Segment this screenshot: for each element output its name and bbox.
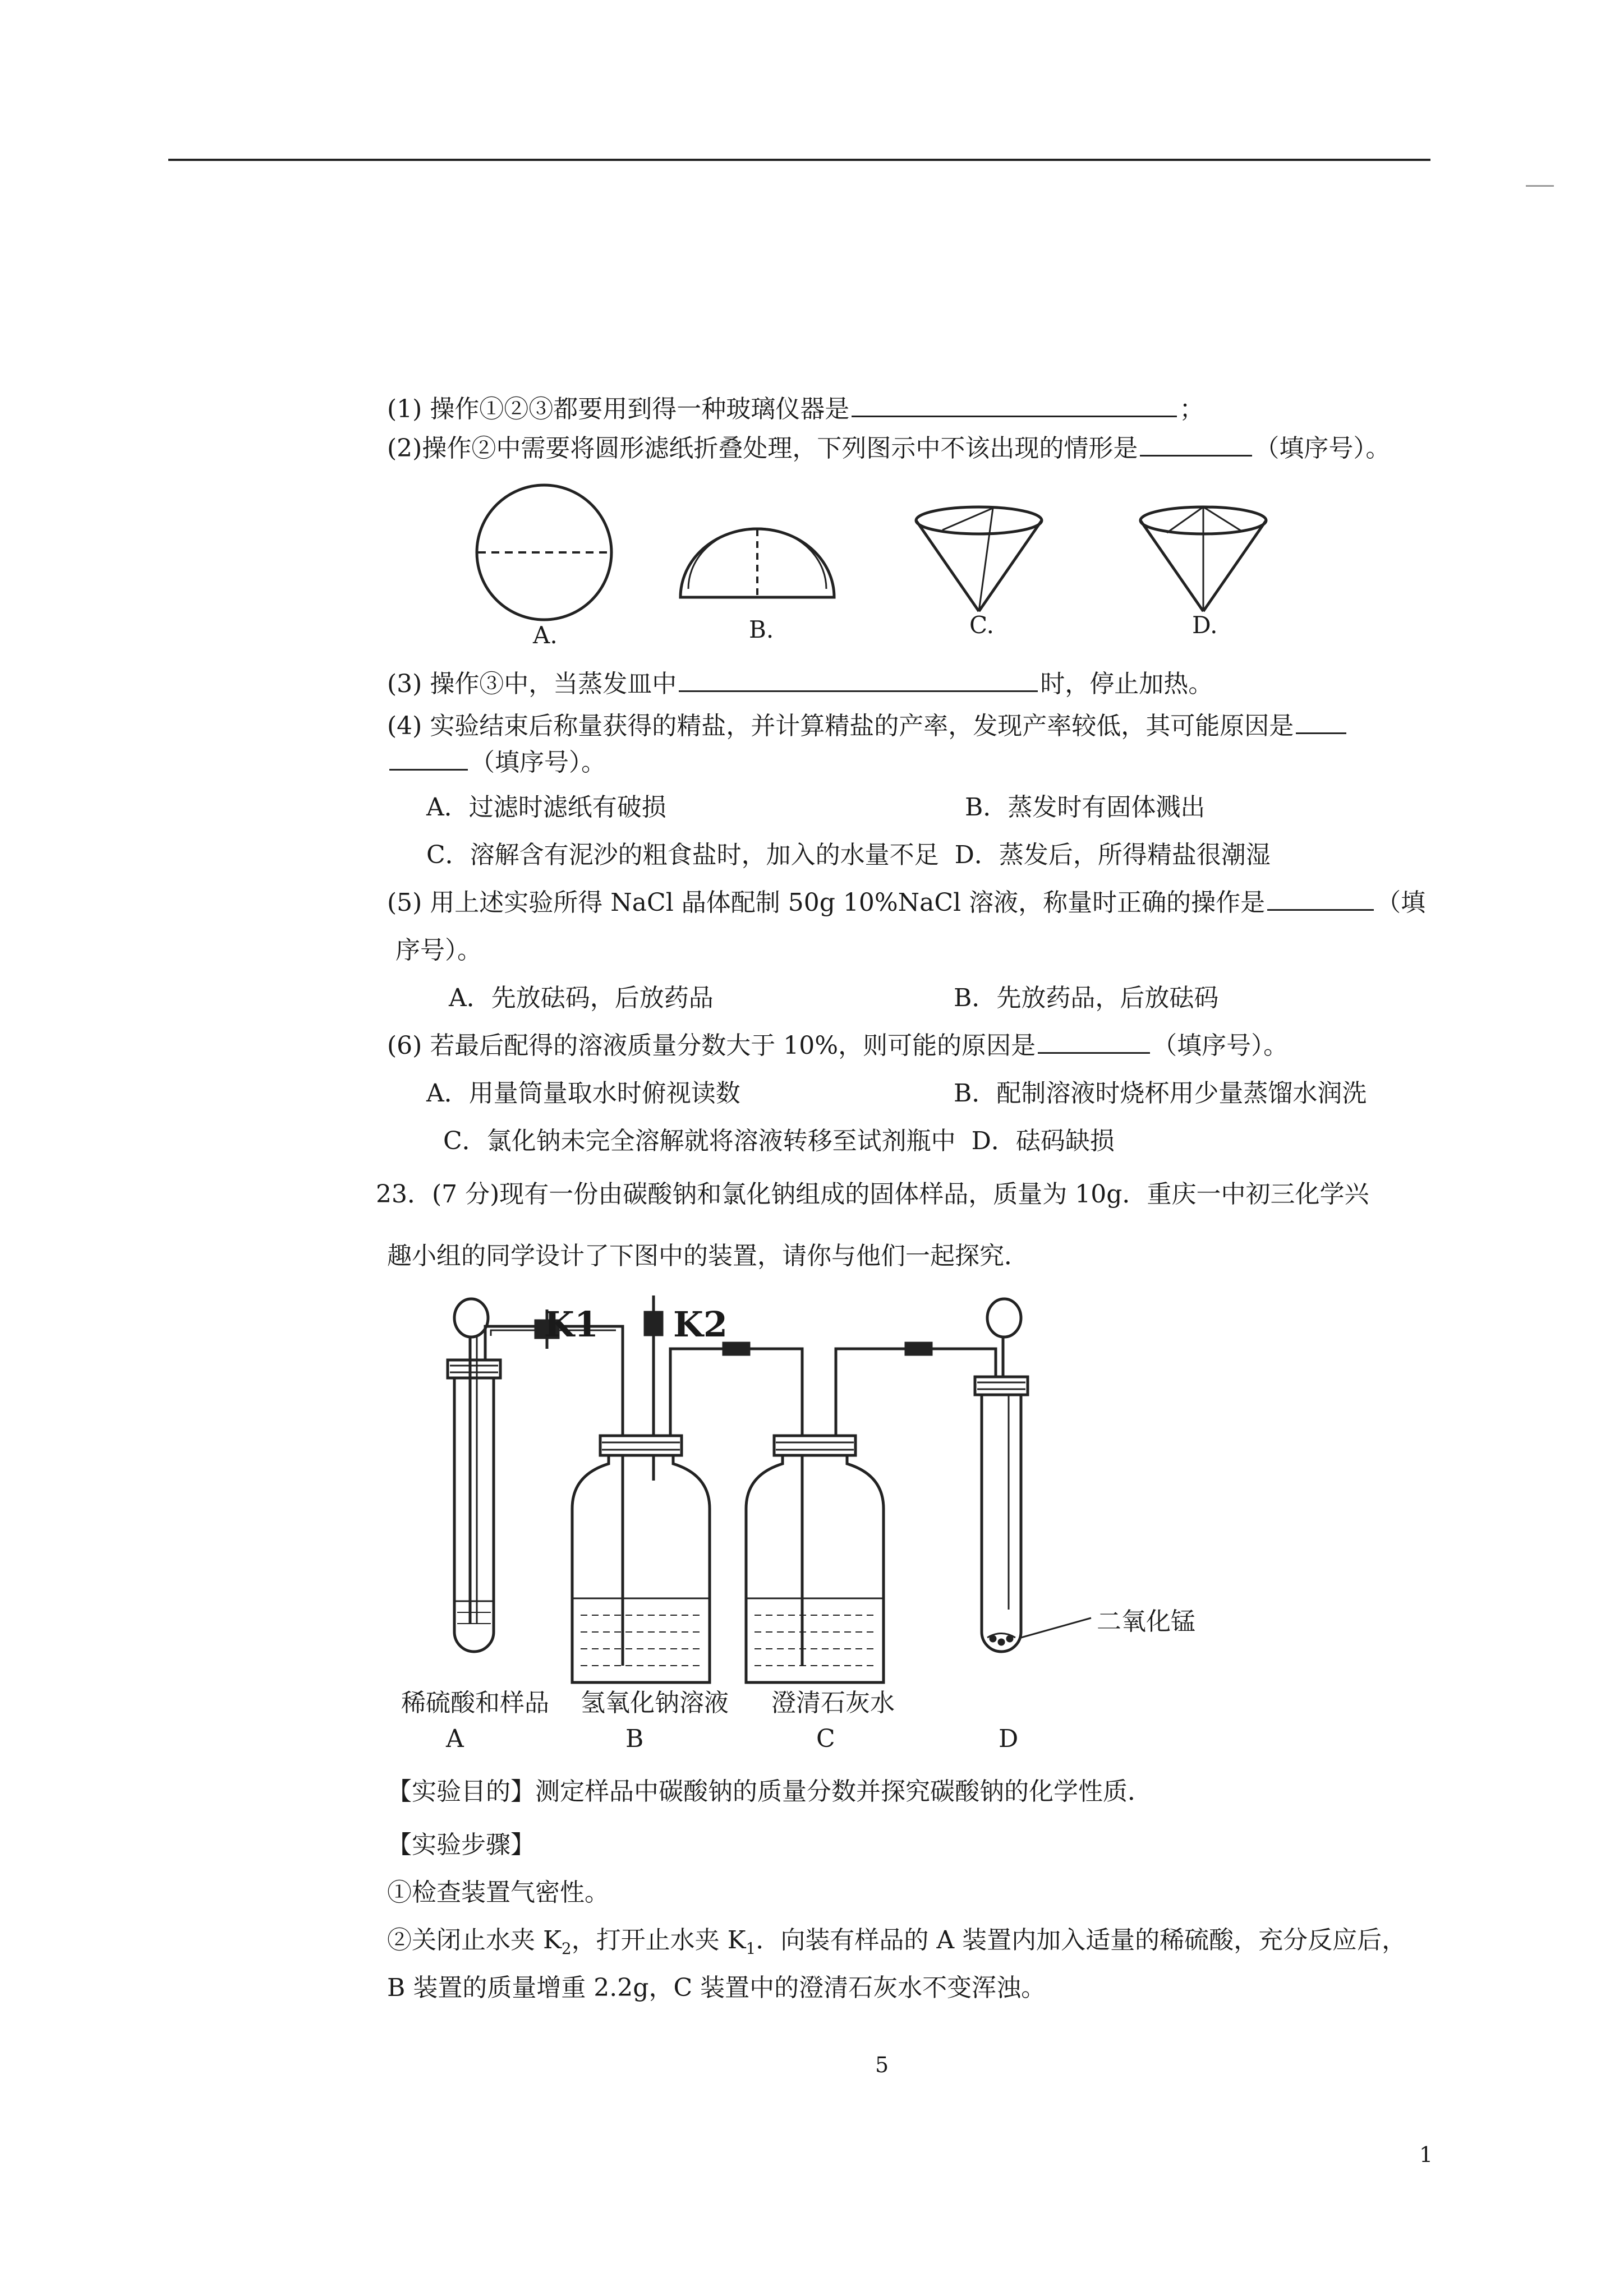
- q6-option-a: A．用量筒量取水时俯视读数: [426, 1079, 740, 1108]
- q4-answer-blank-cont[interactable]: [389, 746, 468, 771]
- step2-sub-1: 2: [561, 1939, 572, 1958]
- q1-text: (1) 操作①②③都要用到得一种玻璃仪器是: [387, 395, 850, 423]
- filter-paper-cone-c-figure: [909, 499, 1049, 617]
- q5-text: (5) 用上述实验所得 NaCl 晶体配制 50g 10%NaCl 溶液，称量时正确的操作是: [387, 888, 1266, 917]
- q5-options-row: [449, 981, 1459, 1015]
- question-23-line1: 23．(7 分)现有一份由碳酸钠和氯化钠组成的固体样品，质量为 10g．重庆一中初三化学兴: [376, 1180, 1369, 1209]
- mno2-label: 二氧化锰: [1097, 1607, 1195, 1636]
- scan-mark: [1526, 185, 1554, 187]
- experiment-step-1: ①检查装置气密性。: [387, 1878, 609, 1907]
- step2-sub-2: 1: [746, 1939, 756, 1958]
- apparatus-b-name: 氢氧化钠溶液: [581, 1689, 729, 1717]
- fig-option-a: A.: [533, 621, 558, 649]
- header-rule: [168, 159, 1430, 161]
- experiment-purpose: 【实验目的】测定样品中碳酸钠的质量分数并探究碳酸钠的化学性质．: [387, 1777, 1152, 1806]
- filter-paper-circle-figure: [471, 482, 617, 628]
- q5-option-b: B．先放药品，后放砝码: [954, 984, 1219, 1012]
- filter-paper-cone-d-figure: [1133, 499, 1273, 617]
- q3-text: (3) 操作③中，当蒸发皿中: [387, 670, 677, 698]
- apparatus-d-test-tube: [975, 1299, 1091, 1652]
- fig-option-d: D.: [1192, 611, 1218, 639]
- filter-paper-half-figure: [676, 522, 839, 603]
- fig-option-c: C.: [969, 611, 994, 639]
- apparatus-c-bottle: [746, 1349, 996, 1682]
- apparatus-c-letter: C: [816, 1725, 835, 1753]
- k1-label: K1: [544, 1304, 599, 1345]
- q4-options-row-1: [426, 791, 1436, 824]
- page-number: 5: [875, 2053, 889, 2077]
- q4-option-b: B．蒸发时有固体溅出: [965, 793, 1206, 822]
- fig-option-b: B.: [749, 616, 774, 643]
- q5-end: （填: [1376, 888, 1426, 917]
- q5-answer-blank[interactable]: [1267, 887, 1374, 911]
- q3-end: 时，停止加热。: [1040, 670, 1213, 698]
- q1-answer-blank[interactable]: [852, 393, 1177, 417]
- q4-answer-blank[interactable]: [1296, 710, 1346, 734]
- q4-cont: （填序号）。: [470, 748, 606, 777]
- q6-options-row-1: [426, 1077, 1436, 1110]
- q4-options-row-2: [426, 838, 1436, 872]
- step2-part-c: ．向装有样品的 A 装置内加入适量的稀硫酸，充分反应后，: [756, 1926, 1407, 1954]
- q6-option-b: B．配制溶液时烧杯用少量蒸馏水润洗: [954, 1079, 1367, 1108]
- experiment-steps-title: 【实验步骤】: [387, 1831, 535, 1859]
- question-4-cont: [387, 746, 1397, 780]
- apparatus-b-letter: B: [625, 1725, 644, 1753]
- q4-option-c: C．溶解含有泥沙的粗食盐时，加入的水量不足: [426, 841, 939, 869]
- q2-end: （填序号）。: [1254, 434, 1391, 463]
- q6-answer-blank[interactable]: [1038, 1030, 1150, 1054]
- apparatus-a-name: 稀硫酸和样品: [401, 1689, 549, 1717]
- q6-option-c: C．氯化钠未完全溶解就将溶液转移至试剂瓶中: [443, 1127, 956, 1155]
- apparatus-c-name: 澄清石灰水: [771, 1689, 895, 1717]
- experiment-step-2-line2: B 装置的质量增重 2.2g，C 装置中的澄清石灰水不变浑浊。: [387, 1974, 1046, 2002]
- question-3: [387, 667, 1397, 701]
- q6-text: (6) 若最后配得的溶液质量分数大于 10%，则可能的原因是: [387, 1031, 1036, 1060]
- q2-answer-blank[interactable]: [1140, 432, 1252, 457]
- question-5-cont: [395, 934, 1405, 967]
- q4-option-a: A．过滤时滤纸有破损: [426, 793, 666, 822]
- q3-answer-blank[interactable]: [679, 668, 1038, 692]
- question-5: [387, 886, 1426, 920]
- experiment-apparatus-diagram: [387, 1295, 1397, 1711]
- step2-part-a: ②关闭止水夹 K: [387, 1926, 562, 1954]
- q5-cont: 序号）。: [395, 936, 482, 965]
- q4-option-d: D．蒸发后，所得精盐很潮湿: [954, 841, 1271, 869]
- question-1: [387, 393, 1397, 426]
- question-23-line2: 趣小组的同学设计了下图中的装置，请你与他们一起探究．: [387, 1242, 1029, 1270]
- apparatus-a-letter: A: [446, 1725, 464, 1753]
- q2-text: (2)操作②中需要将圆形滤纸折叠处理，下列图示中不该出现的情形是: [387, 434, 1138, 463]
- question-6: [387, 1029, 1397, 1063]
- q5-option-a: A．先放砝码，后放药品: [449, 984, 714, 1012]
- question-2: [387, 432, 1397, 465]
- k2-label: K2: [673, 1304, 728, 1345]
- experiment-step-2: [387, 1924, 1407, 1966]
- q6-end: （填序号）。: [1152, 1031, 1289, 1060]
- q6-options-row-2: [443, 1124, 1453, 1158]
- q4-text: (4) 实验结束后称量获得的精盐，并计算精盐的产率，发现产率较低，其可能原因是: [387, 712, 1294, 740]
- question-4: [387, 709, 1397, 743]
- step2-part-b: ，打开止水夹 K: [571, 1926, 746, 1954]
- q1-end: ；: [1179, 395, 1204, 423]
- apparatus-d-letter: D: [999, 1725, 1019, 1753]
- q6-option-d: D．砝码缺损: [971, 1127, 1115, 1155]
- sheet-number: 1: [1419, 2142, 1433, 2167]
